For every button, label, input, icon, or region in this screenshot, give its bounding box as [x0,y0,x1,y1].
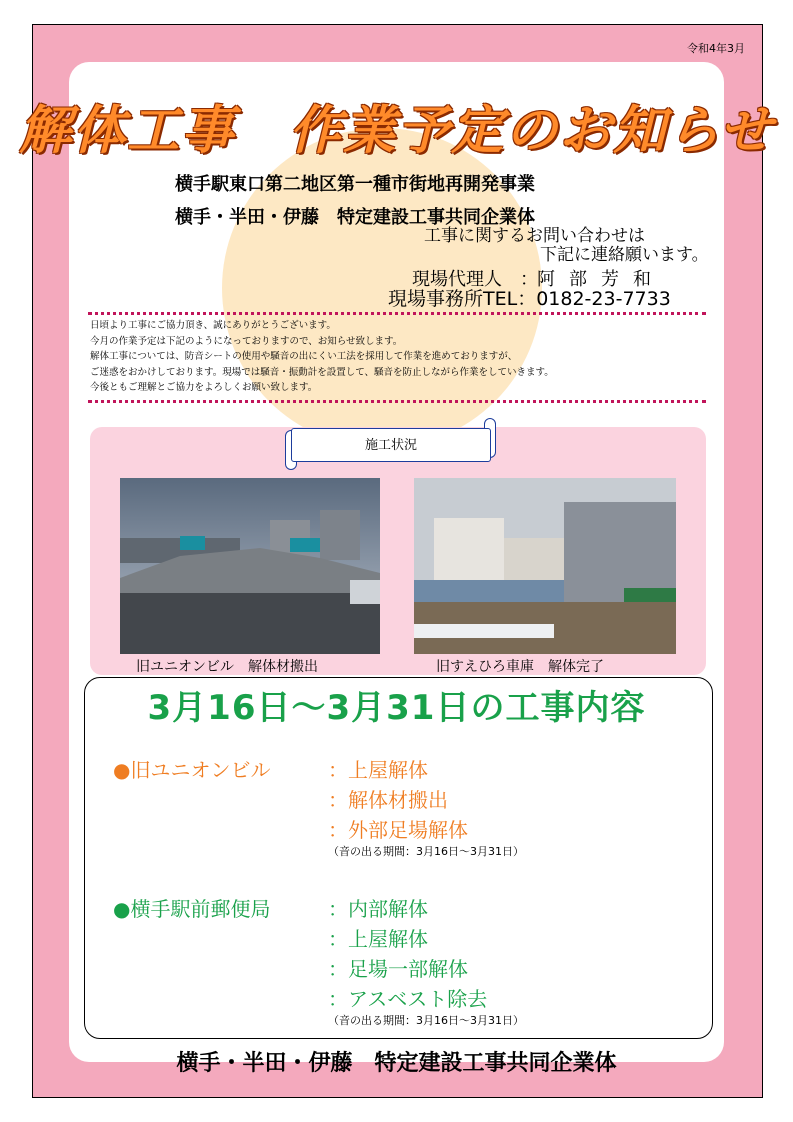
agent-label: 現場代理人 ： [412,269,538,290]
section1-noise-period: （音の出る期間：3月16日～3月31日） [328,845,524,858]
project-name: 横手駅東口第二地区第一種市街地再開発事業 [175,174,535,195]
jv-name: 横手・半田・伊藤 特定建設工事共同企業体 [175,207,535,228]
section2-item: ：足場一部解体 [328,957,468,981]
notice-line: 日頃より工事にご協力頂き、誠にありがとうございます。 [90,320,336,331]
photo1-caption: 旧ユニオンビル 解体材搬出 [136,659,318,675]
notice-line: ご迷惑をおかけしております。現場では騒音・振動計を設置して、騒音を防止しながら作業をしていきます。 [90,366,554,378]
section1-item: ：上屋解体 [328,758,428,782]
section1-heading: ●旧ユニオンビル [113,758,271,782]
section1-item: ：外部足場解体 [328,818,468,842]
notice-line: 解体工事については、防音シートの使用や騒音の出にくい工法を採用して作業を進めておりますが、 [90,351,518,362]
site-office-tel: 現場事務所TEL：0182-23-7733 [388,288,671,310]
notice-line: 今月の作業予定は下記のようになっておりますので、お知らせ致します。 [90,335,403,347]
divider-top [88,312,706,315]
photo2-caption: 旧すえひろ車庫 解体完了 [436,659,604,675]
section2-noise-period: （音の出る期間：3月16日～3月31日） [328,1014,524,1027]
photo-suehiro-garage [414,478,676,654]
section2-heading: ●横手駅前郵便局 [113,897,271,921]
section2-item: ：内部解体 [328,897,428,921]
section2-item: ：上屋解体 [328,927,428,951]
inquiry-line-2: 下記に連絡願います。 [540,245,709,265]
agent-name: 阿部芳和 [537,269,665,290]
footer-jv-name: 横手・半田・伊藤 特定建設工事共同企業体 [176,1051,617,1076]
notice-text [90,318,554,396]
section1-item: ：解体材搬出 [328,788,448,812]
status-heading: 施工状況 [291,428,491,462]
divider-bottom [88,400,706,403]
notice-line: 今後ともご理解とご協力をよろしくお願い致します。 [90,382,318,393]
photo-union-building [120,478,380,654]
works-title: 3月16日～3月31日の工事内容 [147,688,646,728]
issue-date: 令和4年3月 [687,42,745,55]
inquiry-line-1: 工事に関するお問い合わせは [424,226,645,246]
section2-item: ：アスベスト除去 [328,987,488,1011]
page-title: 解体工事 作業予定のお知らせ [19,101,774,161]
